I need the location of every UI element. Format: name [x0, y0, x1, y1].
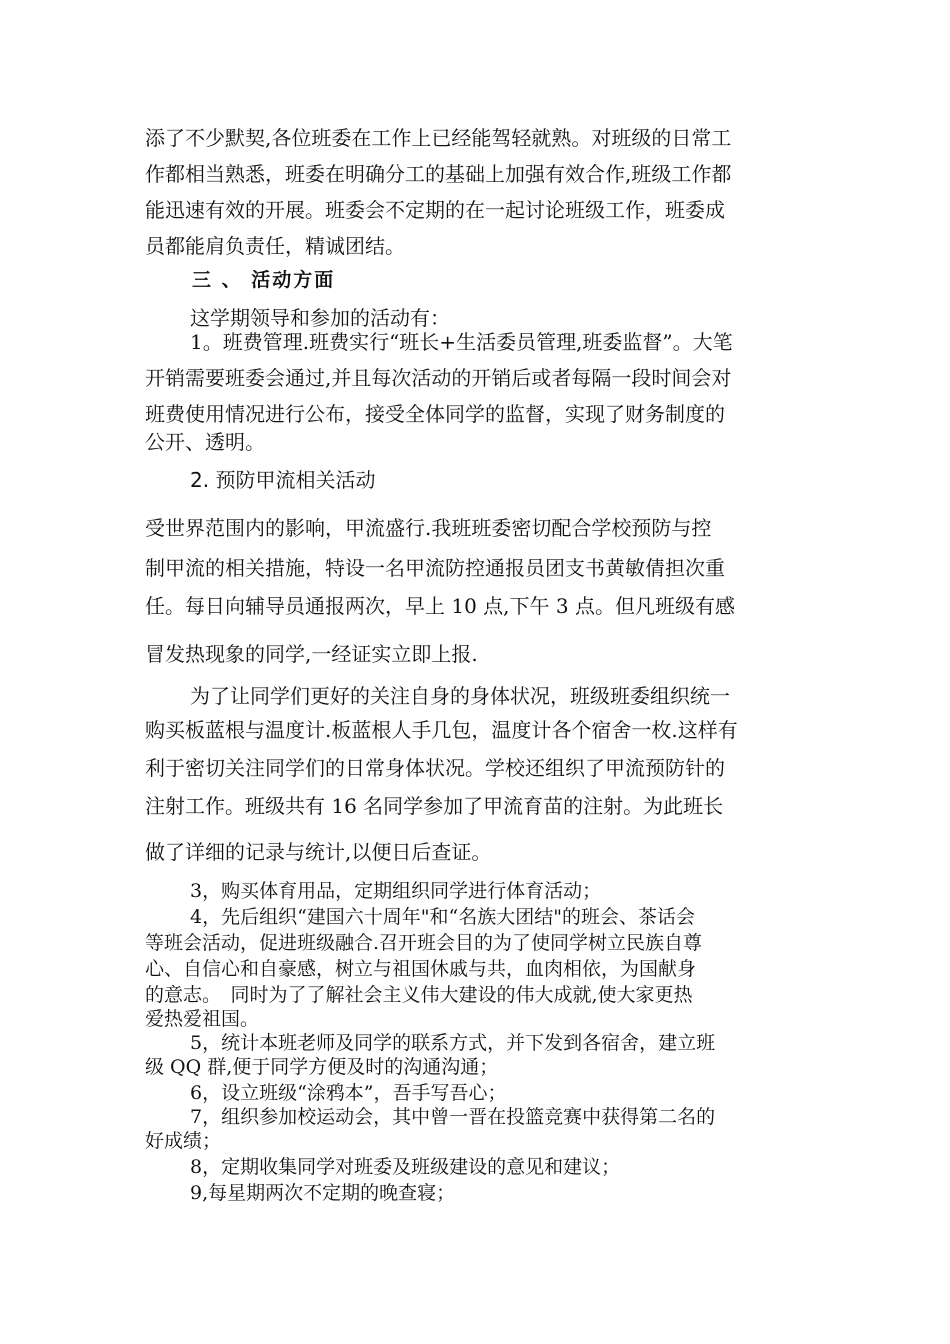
paragraph-line: 开销需要班委会通过,并且每次活动的开销后或者每隔一段时间会对: [145, 366, 732, 390]
paragraph-line: 能迅速有效的开展。班委会不定期的在一起讨论班级工作，班委成: [145, 198, 725, 222]
paragraph-line: 购买板蓝根与温度计.板蓝根人手几包，温度计各个宿舍一枚.这样有: [145, 718, 738, 742]
paragraph-line: 心、自信心和自豪感，树立与祖国休戚与共，血肉相依，为国献身: [145, 958, 697, 980]
paragraph-line: 任。每日向辅导员通报两次，早上 10 点,下午 3 点。但凡班级有感: [145, 594, 735, 618]
section-heading: 三 、 活动方面: [192, 269, 336, 291]
paragraph-line: 7，组织参加校运动会，其中曾一晋在投篮竞赛中获得第二名的: [190, 1106, 716, 1128]
paragraph-line: 爱热爱祖国。: [145, 1008, 260, 1030]
paragraph-line: 3，购买体育用品，定期组织同学进行体育活动；: [190, 880, 602, 902]
paragraph-line: 6，设立班级“涂鸦本”，吾手写吾心；: [190, 1082, 507, 1104]
paragraph-line: 班费使用情况进行公布，接受全体同学的监督，实现了财务制度的: [145, 402, 725, 426]
paragraph-line: 冒发热现象的同学,一经证实立即上报.: [145, 642, 478, 666]
paragraph-line: 这学期领导和参加的活动有：: [190, 306, 450, 330]
paragraph-line: 公开、透明。: [145, 430, 265, 454]
subsection-heading: 2. 预防甲流相关活动: [190, 468, 376, 492]
paragraph-line: 好成绩；: [145, 1130, 222, 1152]
paragraph-line: 利于密切关注同学们的日常身体状况。学校还组织了甲流预防针的: [145, 756, 725, 780]
paragraph-line: 员都能肩负责任，精诚团结。: [145, 234, 405, 258]
paragraph-line: 9,每星期两次不定期的晚查寝；: [190, 1182, 456, 1204]
paragraph-line: 添了不少默契,各位班委在工作上已经能驾轻就熟。对班级的日常工: [145, 126, 732, 150]
paragraph-line: 4，先后组织“建国六十周年"和“名族大团结"的班会、茶话会: [190, 906, 695, 928]
paragraph-line: 受世界范围内的影响，甲流盛行.我班班委密切配合学校预防与控: [145, 516, 712, 540]
paragraph-line: 制甲流的相关措施，特设一名甲流防控通报员团支书黄敏倩担次重: [145, 556, 725, 580]
paragraph-line: 级 QQ 群,便于同学方便及时的沟通沟通；: [145, 1056, 499, 1078]
paragraph-line: 注射工作。班级共有 16 名同学参加了甲流育苗的注射。为此班长: [145, 794, 724, 818]
paragraph-line: 为了让同学们更好的关注自身的身体状况，班级班委组织统一: [190, 684, 730, 708]
paragraph-line: 5，统计本班老师及同学的联系方式，并下发到各宿舍，建立班: [190, 1032, 716, 1054]
paragraph-line: 的意志。 同时为了了解社会主义伟大建设的伟大成就,使大家更热: [145, 984, 693, 1006]
paragraph-line: 1。班费管理.班费实行“班长+生活委员管理,班委监督”。大笔: [190, 330, 733, 354]
paragraph-line: 8，定期收集同学对班委及班级建设的意见和建议；: [190, 1156, 621, 1178]
paragraph-line: 等班会活动，促进班级融合.召开班会目的为了使同学树立民族自尊: [145, 932, 703, 954]
paragraph-line: 做了详细的记录与统计,以便日后查证。: [145, 840, 492, 864]
paragraph-line: 作都相当熟悉，班委在明确分工的基础上加强有效合作,班级工作都: [145, 162, 732, 186]
